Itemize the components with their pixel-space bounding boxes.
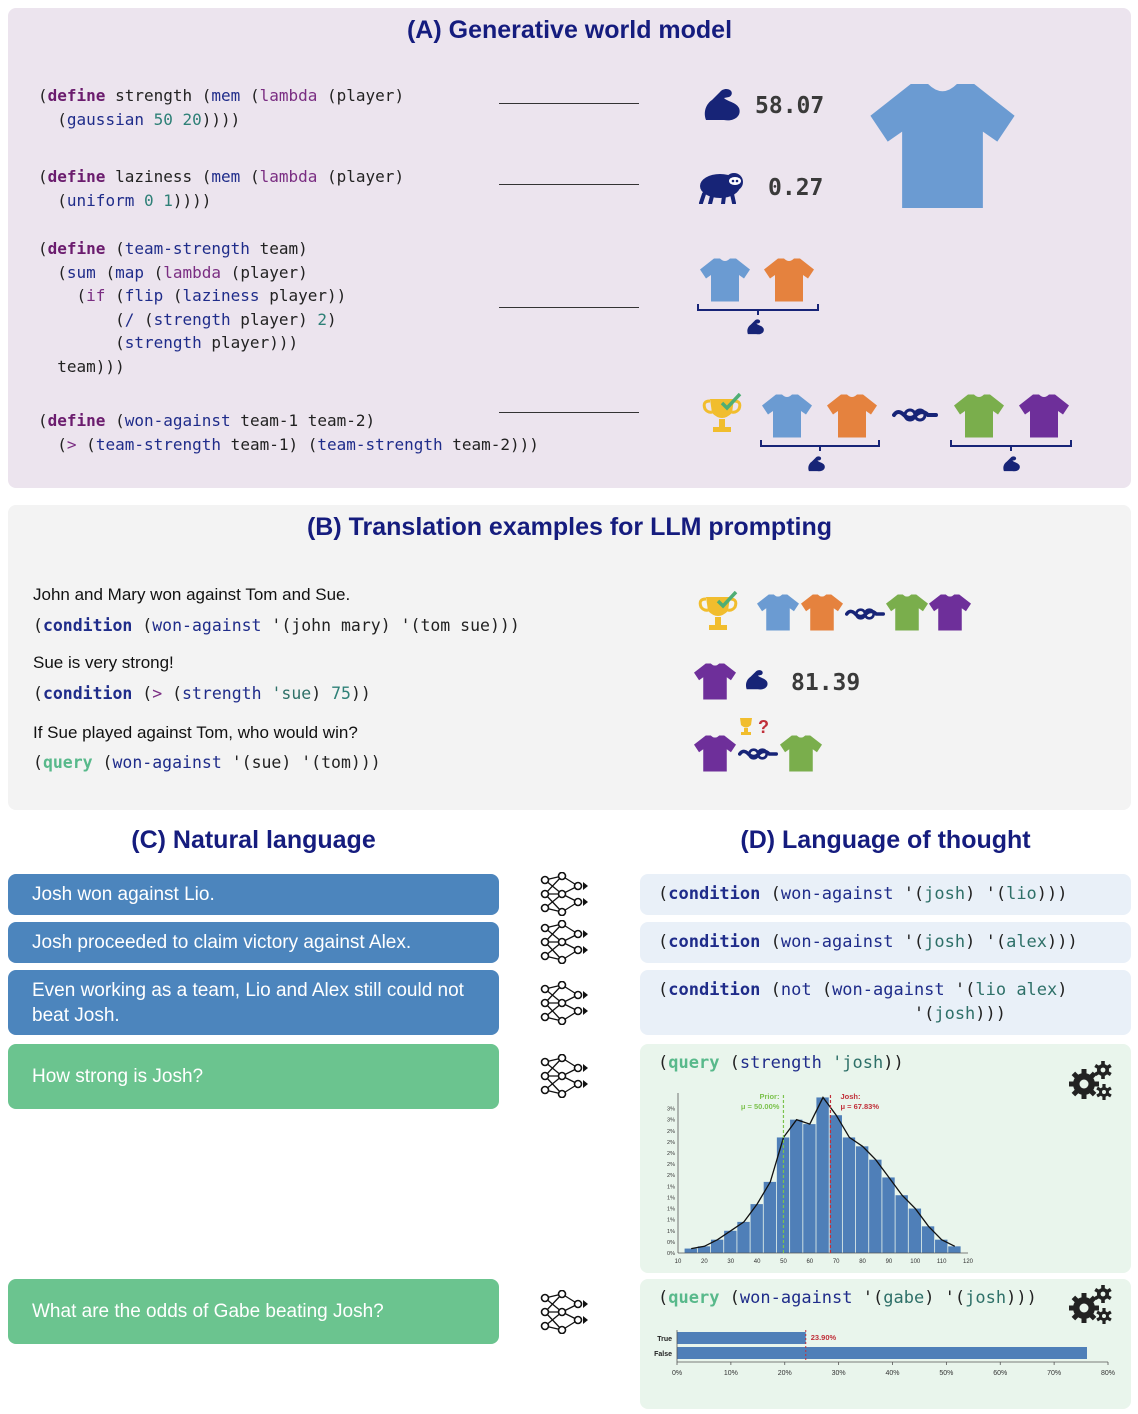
y-tick-label: 0%	[667, 1251, 675, 1257]
x-tick-label: 30	[727, 1259, 735, 1265]
histogram-bar	[830, 1115, 842, 1253]
neural-network-icon	[540, 1054, 590, 1098]
connector-line	[499, 307, 639, 308]
brace-icon	[697, 304, 819, 316]
histogram-bar	[856, 1146, 868, 1253]
brace-icon	[950, 440, 1072, 452]
nl-query: How strong is Josh?	[8, 1044, 499, 1109]
arm-icon	[1001, 455, 1021, 473]
category-label: True	[657, 1336, 672, 1343]
example-code: (condition (won-against '(john mary) '(tom sue)))	[33, 616, 520, 635]
x-tick-label: 60%	[993, 1370, 1008, 1377]
histogram-bar	[737, 1222, 749, 1253]
lot-expression: (condition (not (won-against '(lio alex) '(josh)))	[640, 970, 1131, 1035]
histogram-bar	[843, 1137, 855, 1253]
panel-d-title: (D) Language of thought	[740, 826, 1031, 854]
x-tick-label: 120	[962, 1259, 974, 1265]
connector-line	[499, 103, 639, 104]
lot-query-odds: (query (won-against '(gabe) '(josh)))	[640, 1279, 1131, 1409]
histogram-bar	[816, 1097, 828, 1253]
code-team-strength: (define (team-strength team) (sum (map (lambda (player) (if (flip (laziness player)) (/ (strength player) 2) (strength player))) team)))	[38, 239, 347, 376]
panel-a-title: (A) Generative world model	[406, 16, 733, 44]
x-tick-label: 30%	[831, 1370, 846, 1377]
histogram-bar	[909, 1209, 921, 1253]
shirt-icon	[694, 663, 736, 700]
histogram-bar	[882, 1177, 894, 1253]
annotation-label: Josh:	[840, 1092, 861, 1101]
nl-statement: Even working as a team, Lio and Alex still could not beat Josh.	[8, 970, 499, 1035]
shirt-icon	[886, 594, 928, 631]
example-code: (query (won-against '(sue) '(tom)))	[33, 753, 381, 772]
x-tick-label: 110	[936, 1259, 947, 1265]
x-tick-label: 40%	[885, 1370, 900, 1377]
shirt-icon	[954, 394, 1004, 438]
neural-network-icon	[540, 981, 590, 1025]
example-code: (condition (> (strength 'sue) 75))	[33, 684, 371, 703]
connector-line	[499, 184, 639, 185]
strength-histogram	[650, 1085, 980, 1270]
svg-text:?: ?	[758, 717, 769, 736]
nl-query: What are the odds of Gabe beating Josh?	[8, 1279, 499, 1344]
histogram-bar	[896, 1195, 908, 1253]
y-tick-label: 2%	[667, 1162, 675, 1169]
gears-icon	[1068, 1284, 1114, 1326]
example-sentence: If Sue played against Tom, who would win?	[33, 723, 358, 742]
x-tick-label: 80%	[1100, 1370, 1116, 1377]
y-tick-label: 0%	[667, 1239, 675, 1246]
category-label: False	[654, 1351, 672, 1358]
sloth-icon	[698, 170, 746, 204]
odds-bar	[677, 1347, 1087, 1359]
histogram-bar	[869, 1160, 881, 1253]
neural-network-icon	[540, 920, 590, 964]
shirt-icon	[929, 594, 971, 631]
connector-line	[499, 412, 639, 413]
laziness-value: 0.27	[768, 175, 824, 201]
x-tick-label: 60	[806, 1259, 814, 1265]
histogram-bar	[685, 1249, 697, 1253]
x-tick-label: 100	[910, 1259, 921, 1265]
lot-expression: (condition (won-against '(josh) '(alex)))	[640, 922, 1131, 963]
code-laziness: (define laziness (mem (lambda (player) (uniform 0 1))))	[38, 167, 405, 210]
shirt-icon	[780, 735, 822, 772]
arm-icon	[745, 318, 765, 336]
y-tick-label: 2%	[667, 1139, 675, 1146]
lot-expression: (condition (won-against '(josh) '(lio)))	[640, 874, 1131, 915]
y-tick-label: 2%	[667, 1151, 675, 1157]
shirt-icon	[700, 258, 750, 302]
x-tick-label: 0%	[671, 1370, 683, 1377]
nl-statement: Josh won against Lio.	[8, 874, 499, 915]
shirt-icon	[694, 735, 736, 772]
histogram-bar	[803, 1124, 815, 1253]
panel-c-title: (C) Natural language	[131, 826, 376, 854]
strength-value: 58.07	[755, 93, 825, 119]
annotation-label: μ = 50.00%	[740, 1102, 780, 1111]
x-tick-label: 10	[674, 1259, 682, 1265]
y-tick-label: 1%	[667, 1184, 675, 1191]
versus-icon	[892, 405, 938, 425]
nl-statement: Josh proceeded to claim victory against Alex.	[8, 922, 499, 963]
annotation-label: Prior:	[759, 1092, 780, 1101]
odds-bar-chart	[642, 1326, 1122, 1384]
x-tick-label: 50%	[939, 1370, 954, 1377]
code-won-against: (define (won-against team-1 team-2) (> (team-strength team-1) (team-strength team-2)))	[38, 411, 539, 454]
panel-b-title: (B) Translation examples for LLM prompting	[306, 513, 833, 541]
shirt-icon	[827, 394, 877, 438]
x-tick-label: 20%	[777, 1370, 792, 1377]
shirt-icon	[870, 84, 1015, 208]
neural-network-icon	[540, 1290, 590, 1334]
y-tick-label: 2%	[667, 1173, 675, 1180]
y-tick-label: 3%	[667, 1106, 675, 1113]
histogram-bar	[790, 1120, 802, 1253]
shirt-icon	[757, 594, 799, 631]
lot-query-strength: (query (strength 'josh))	[640, 1044, 1131, 1273]
odds-bar	[677, 1332, 806, 1344]
shirt-icon	[1019, 394, 1069, 438]
x-tick-label: 80	[859, 1259, 866, 1265]
y-tick-label: 2%	[667, 1128, 675, 1135]
sue-strength-value: 81.39	[791, 670, 861, 696]
arm-icon	[743, 668, 769, 692]
x-tick-label: 40	[753, 1259, 761, 1265]
brace-icon	[760, 440, 880, 452]
trophy-icon	[702, 393, 742, 435]
y-tick-label: 1%	[667, 1195, 675, 1202]
y-tick-label: 1%	[667, 1217, 675, 1224]
histogram-bar	[764, 1182, 776, 1253]
x-tick-label: 20	[701, 1259, 708, 1265]
trophy-question-icon	[738, 716, 772, 736]
code-strength: (define strength (mem (lambda (player) (gaussian 50 20))))	[38, 86, 405, 129]
example-sentence: Sue is very strong!	[33, 653, 174, 672]
y-tick-label: 3%	[667, 1117, 675, 1124]
neural-network-icon	[540, 872, 590, 916]
x-tick-label: 50	[780, 1259, 787, 1265]
value-label: 23.90%	[810, 1333, 837, 1342]
arm-icon	[700, 86, 742, 124]
y-tick-label: 1%	[667, 1228, 675, 1235]
versus-icon	[845, 605, 885, 623]
trophy-icon	[698, 591, 738, 633]
x-tick-label: 70	[832, 1259, 840, 1265]
x-tick-label: 70%	[1047, 1370, 1062, 1377]
shirt-icon	[764, 258, 814, 302]
versus-icon	[738, 745, 778, 763]
shirt-icon	[801, 594, 843, 631]
shirt-icon	[762, 394, 812, 438]
annotation-label: μ = 67.83%	[840, 1102, 880, 1111]
arm-icon	[806, 455, 826, 473]
example-sentence: John and Mary won against Tom and Sue.	[33, 585, 351, 604]
gears-icon	[1068, 1060, 1114, 1102]
histogram-bar	[948, 1246, 960, 1253]
x-tick-label: 10%	[723, 1370, 738, 1377]
x-tick-label: 90	[885, 1259, 893, 1265]
y-tick-label: 1%	[667, 1206, 675, 1213]
